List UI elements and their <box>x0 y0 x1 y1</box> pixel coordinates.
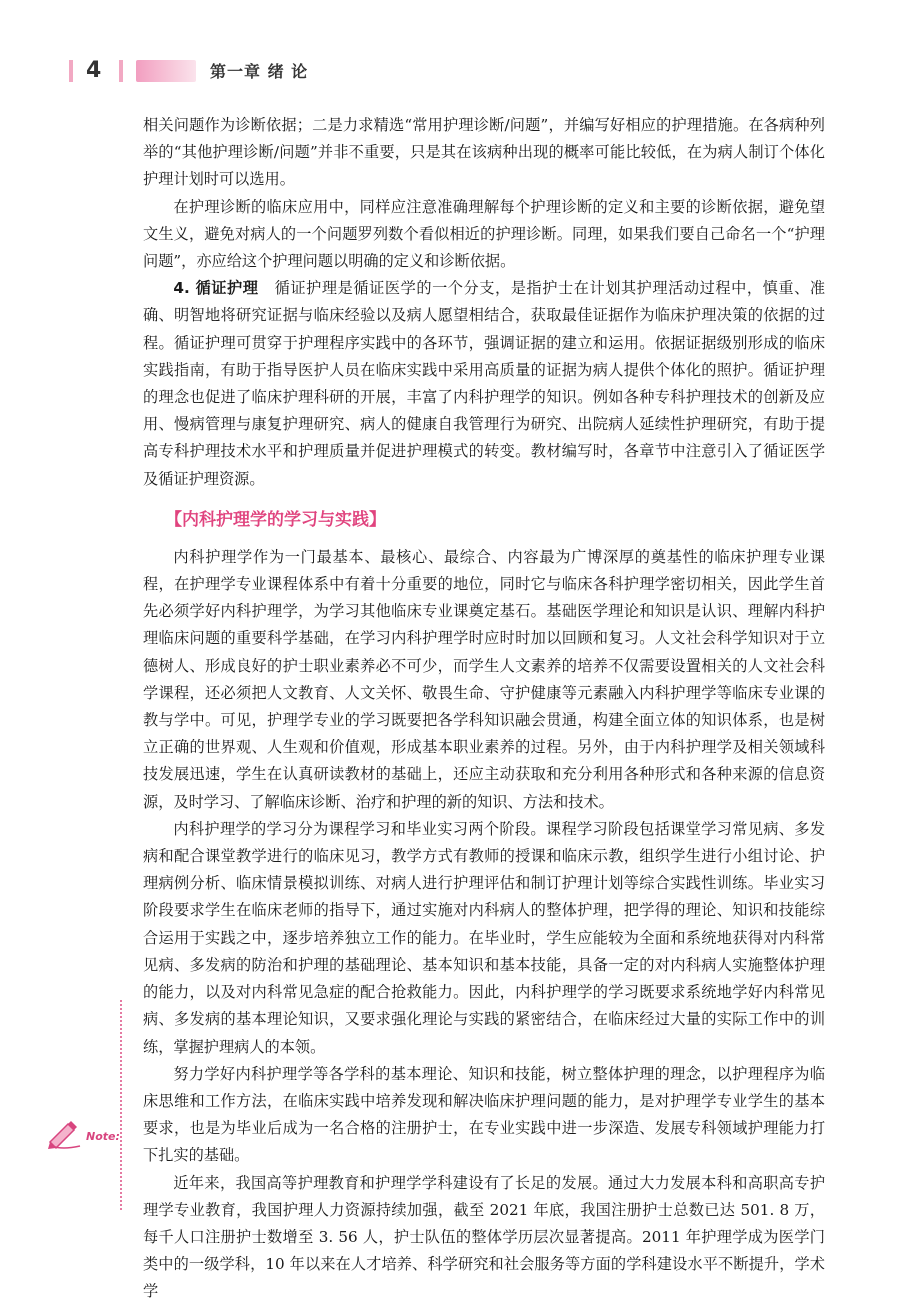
header-color-block <box>136 60 196 82</box>
note-marker <box>46 1118 126 1158</box>
chapter-title: 第一章 绪 论 <box>210 62 309 81</box>
evidence-based-body: 循证护理是循证医学的一个分支，是指护士在计划其护理活动过程中，慎重、准确、明智地将研究证据与临床经验以及病人愿望相结合，获取最佳证据作为临床护理决策的依据的过程。循证护理可贯穿于护理程序实践中的各环节，强调证据的建立和运用。依据证据级别形成的临床实践指南，有助于指导医护人员在临床实践中采用高质量的证据为病人提供个体化的照护。循证护理的理念也促进了临床护理科研的开展，丰富了内科护理学的知识。例如各种专科护理技术的创新及应用、慢病管理与康复护理研究、病人的健康自我管理行为研究、出院病人延续性护理研究，有助于提高专科护理技术水平和护理质量并促进护理模式的转变。教材编写时，各章节中注意引入了循证医学及循证护理资源。 <box>143 279 826 488</box>
section-title: 【内科护理学的学习与实践】 <box>165 509 386 530</box>
page-body <box>143 112 825 1306</box>
paragraph-diagnosis-continued: 相关问题作为诊断依据；二是力求精选“常用护理诊断/问题”，并编写好相应的护理措施。在各病种列举的“其他护理诊断/问题”并非不重要，只是其在该病种出现的概率可能比较低，在为病人制订个体化护理计划时可以选用。 <box>143 116 825 189</box>
page-number: 4 <box>86 58 102 83</box>
header-bar-right <box>119 60 123 82</box>
page-header <box>0 0 900 110</box>
paragraph-study-stages: 内科护理学的学习分为课程学习和毕业实习两个阶段。课程学习阶段包括课堂学习常见病、多发病和配合课堂教学进行的临床见习，教学方式有教师的授课和临床示教，组织学生进行小组讨论、护理病例分析、临床情景模拟训练、对病人进行护理评估和制订护理计划等综合实践性训练。毕业实习阶段要求学生在临床老师的指导下，通过实施对内科病人的整体护理，把学得的理论、知识和技能综合运用于实践之中，逐步培养独立工作的能力。在毕业时，学生应能较为全面和系统地获得对内科常见病、多发病的防治和护理的基础理论、基本知识和基本技能，具备一定的对内科病人实施整体护理的能力，以及对内科常见急症的配合抢救能力。因此，内科护理学的学习既要求系统地学好内科常见病、多发病的基本理论知识，又要求强化理论与实践的紧密结合，在临床经过大量的实际工作中的训练，掌握护理病人的本领。 <box>143 819 825 1056</box>
paragraph-evidence-based-nursing <box>143 275 825 493</box>
paragraph-recent-development: 近年来，我国高等护理教育和护理学学科建设有了长足的发展。通过大力发展本科和高职高专护理学专业教育，我国护理人力资源持续加强，截至 2021 年底，我国注册护士总数已达 501. 8 万，每千人口注册护士数增至 3. 56 人，护士队伍的整体学历层次显著提高。2011 年护理学成为医学门类中的一级学科，10 年以来在人才培养、科学研究和社会服务等方面的学科建设水平不断提升，学术学 <box>143 1173 825 1301</box>
pencil-icon <box>46 1118 84 1154</box>
note-label: Note: <box>86 1130 120 1143</box>
paragraph-diagnosis-application: 在护理诊断的临床应用中，同样应注意准确理解每个护理诊断的定义和主要的诊断依据，避免望文生义，避免对病人的一个问题罗列数个看似相近的护理诊断。同理，如果我们要自己命名一个“护理问题”，亦应给这个护理问题以明确的定义和诊断依据。 <box>143 197 825 271</box>
paragraph-study-goals: 努力学好内科护理学等各学科的基本理论、知识和技能，树立整体护理的理念，以护理程序为临床思维和工作方法，在临床实践中培养发现和解决临床护理问题的能力，是对护理学专业学生的基本要求，也是为毕业后成为一名合格的注册护士，在专业实践中进一步深造、发展专科领域护理能力打下扎实的基础。 <box>143 1064 825 1165</box>
margin-dotted-line <box>120 1000 122 1210</box>
subheading-evidence-based: 4. 循证护理 <box>173 279 259 298</box>
header-bar-left <box>69 60 73 82</box>
paragraph-study-intro: 内科护理学作为一门最基本、最核心、最综合、内容最为广博深厚的奠基性的临床护理专业课程，在护理学专业课程体系中有着十分重要的地位，同时它与临床各科护理学密切相关，因此学生首先必须学好内科护理学，为学习其他临床专业课奠定基石。基础医学理论和知识是认识、理解内科护理临床问题的重要科学基础，在学习内科护理学时应时时加以回顾和复习。人文社会科学知识对于立德树人、形成良好的护士职业素养必不可少，而学生人文素养的培养不仅需要设置相关的人文社会科学课程，还必须把人文教育、人文关怀、敬畏生命、守护健康等元素融入内科护理学等临床专业课的教与学中。可见，护理学专业的学习既要把各学科知识融会贯通，构建全面立体的知识体系，也是树立正确的世界观、人生观和价值观，形成基本职业素养的过程。另外，由于内科护理学及相关领域科技发展迅速，学生在认真研读教材的基础上，还应主动获取和充分利用各种形式和各种来源的信息资源，及时学习、了解临床诊断、治疗和护理的新的知识、方法和技术。 <box>143 547 825 811</box>
